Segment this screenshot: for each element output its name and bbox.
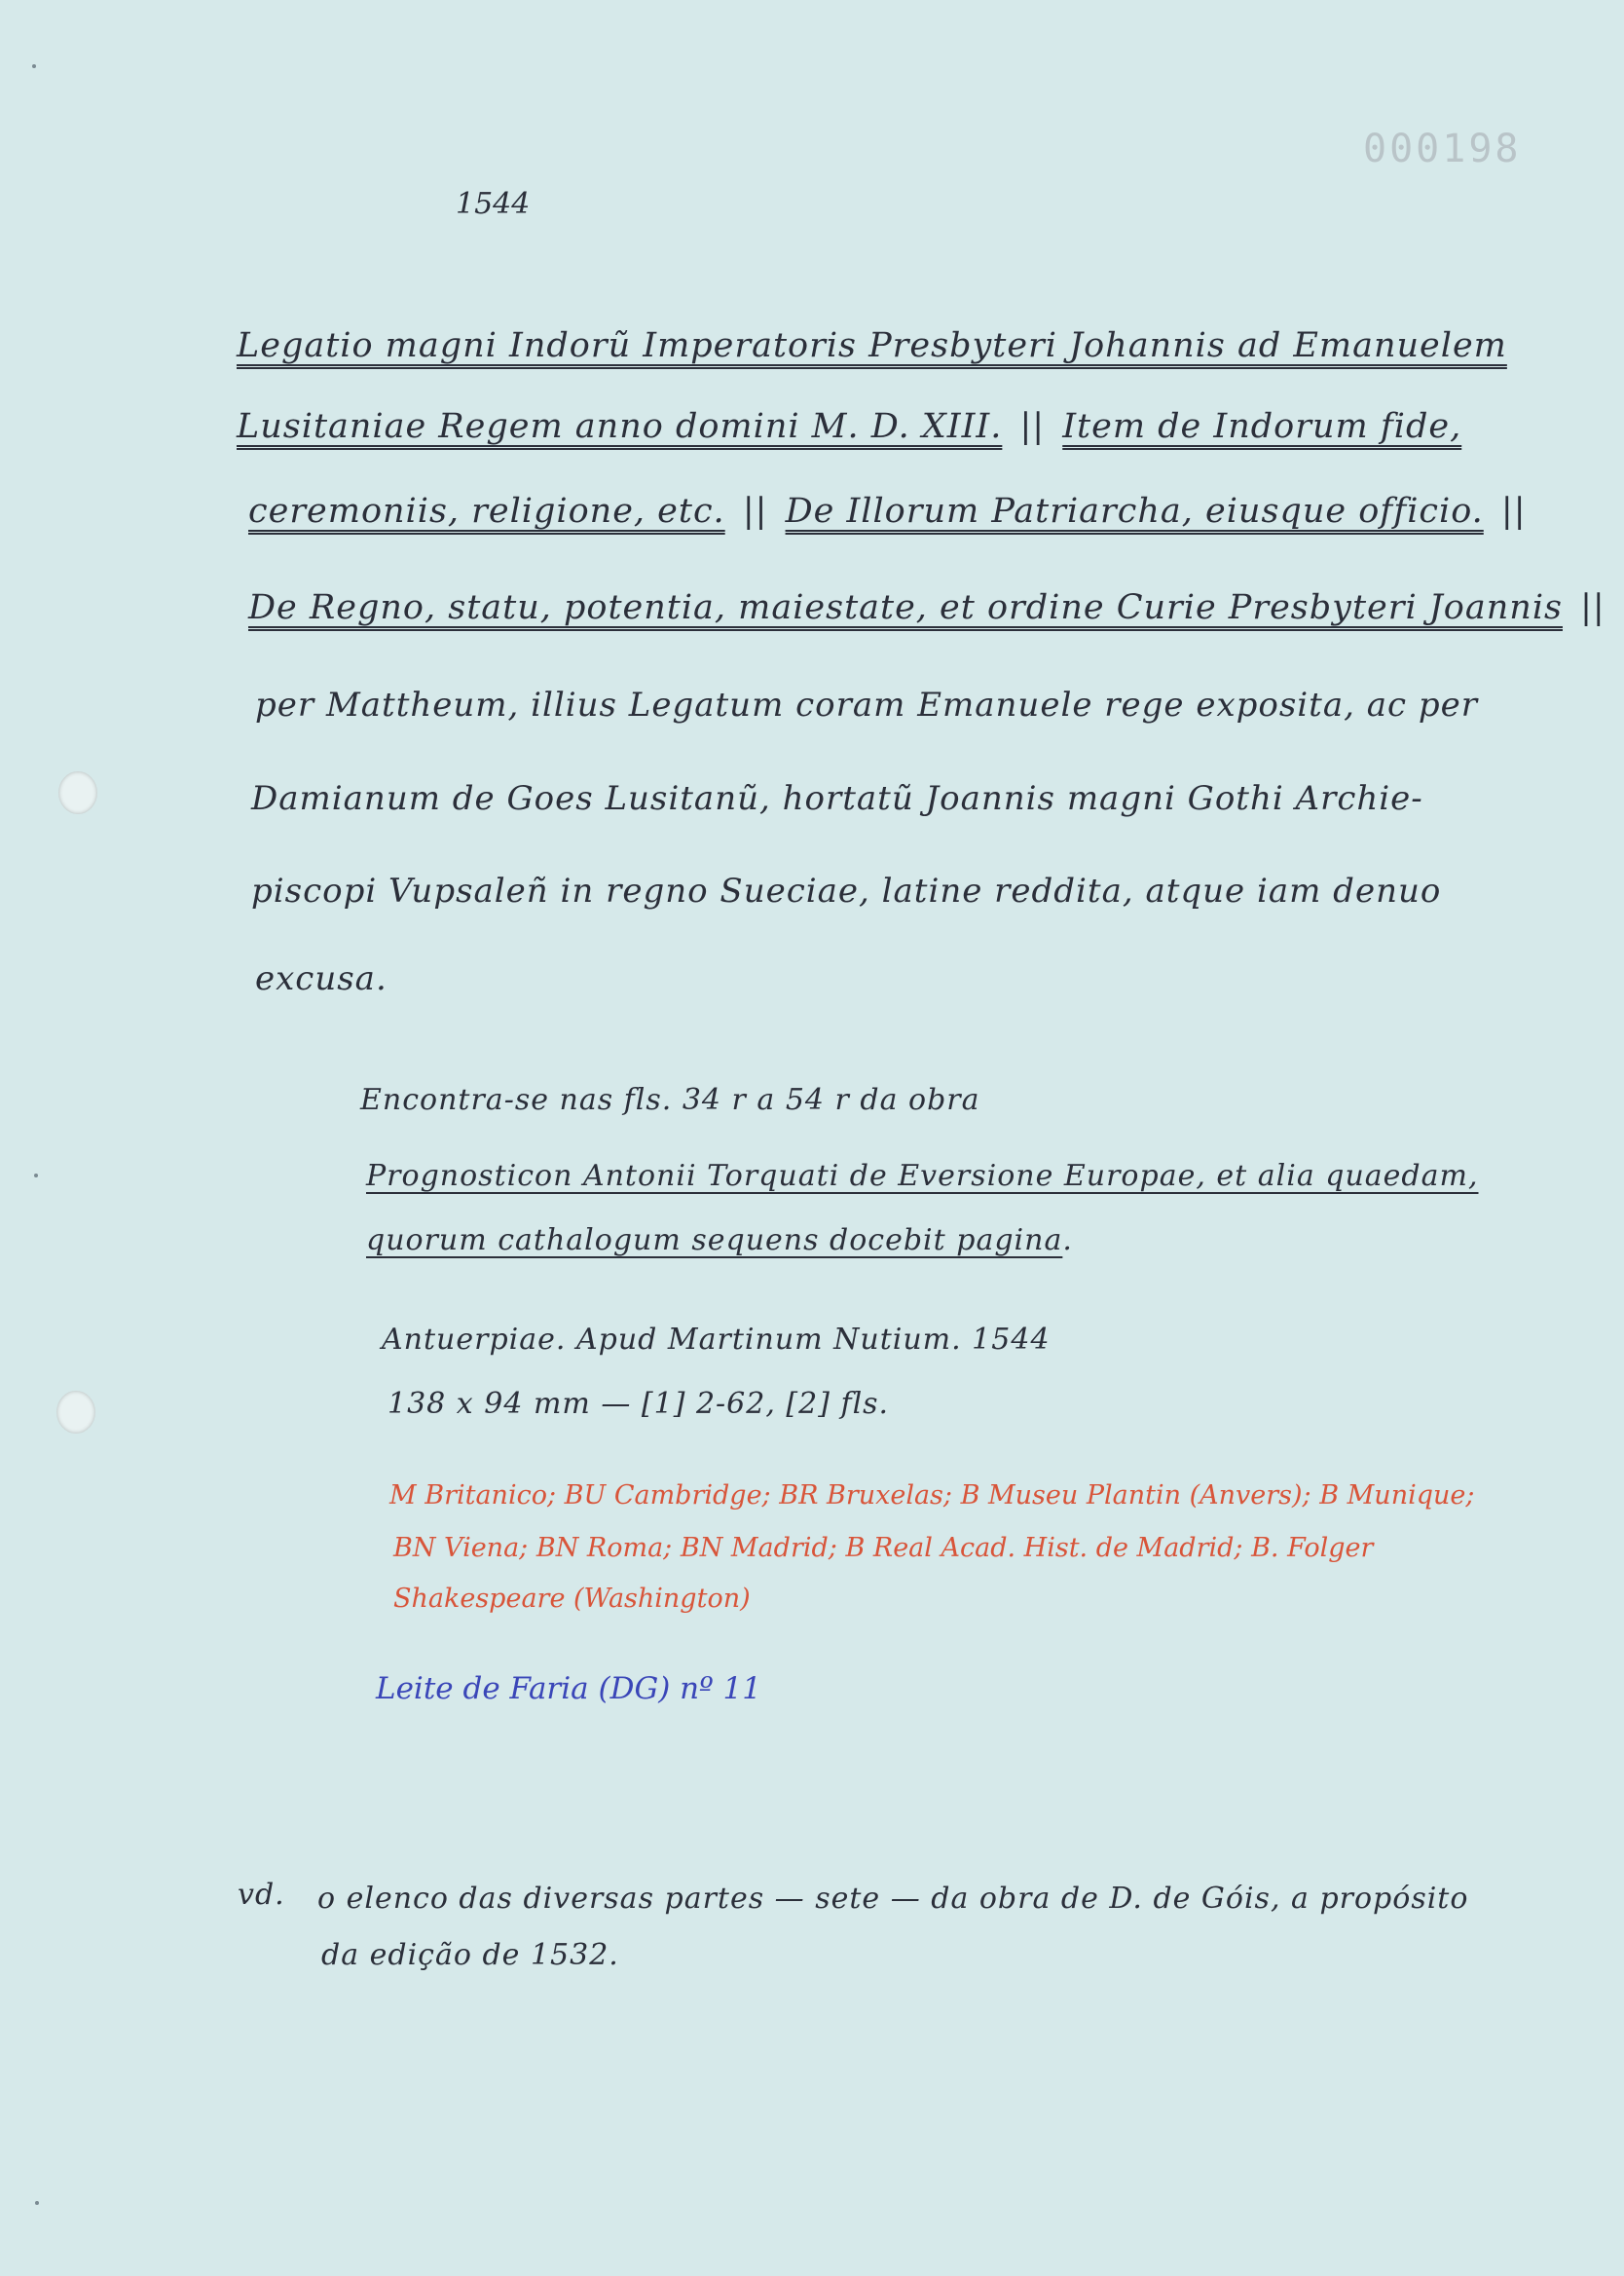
- see-also-line-2: da edição de 1532.: [321, 1938, 619, 1972]
- body-line-4: excusa.: [255, 959, 388, 998]
- libraries-line-3: Shakespeare (Washington): [393, 1584, 751, 1614]
- see-also-line-1: o elenco das diversas partes — sete — da obra de D. de Góis, a propósito: [317, 1882, 1469, 1916]
- paper-speck: [32, 64, 36, 68]
- punch-hole: [58, 771, 97, 814]
- body-line-3: piscopi Vupsaleñ in regno Sueciae, latine reddita, atque iam denuo: [251, 872, 1442, 911]
- separator: ||: [742, 492, 768, 531]
- title-line-1: [237, 326, 1507, 365]
- work-title-text: quorum cathalogum sequens docebit pagina: [366, 1223, 1063, 1257]
- title-text: Item de Indorum fide,: [1062, 407, 1462, 446]
- separator: ||: [1019, 407, 1046, 446]
- work-title-text: Prognosticon Antonii Torquati de Eversione Europae, et alia quaedam,: [366, 1159, 1479, 1193]
- libraries-line-2: BN Viena; BN Roma; BN Madrid; B Real Acad. Hist. de Madrid; B. Folger: [393, 1533, 1374, 1563]
- title-line-3: [248, 492, 1532, 531]
- work-title-line-1: [366, 1159, 1479, 1193]
- body-line-2: Damianum de Goes Lusitanũ, hortatũ Joannis magni Gothi Archie-: [251, 779, 1423, 818]
- paper-speck: [34, 1174, 38, 1177]
- body-line-1: per Mattheum, illius Legatum coram Emanuele rege exposita, ac per: [255, 686, 1478, 725]
- title-text: ceremoniis, religione, etc.: [248, 492, 725, 531]
- libraries-line-1: M Britanico; BU Cambridge; BR Bruxelas; B Museu Plantin (Anvers); B Munique;: [389, 1480, 1475, 1511]
- title-line-4: [248, 588, 1611, 627]
- year-heading: 1544: [456, 187, 531, 221]
- archive-number-stamp: 000198: [1363, 127, 1522, 171]
- work-title-line-2: [366, 1223, 1073, 1257]
- period: .: [1062, 1223, 1073, 1257]
- punch-hole: [56, 1391, 95, 1434]
- title-text: De Regno, statu, potentia, maiestate, et ordine Curie Presbyteri Joannis: [248, 588, 1563, 627]
- separator: ||: [1500, 492, 1527, 531]
- paper-speck: [35, 2201, 39, 2205]
- title-text: Legatio magni Indorũ Imperatoris Presbyteri Johannis ad Emanuelem: [237, 326, 1507, 365]
- title-text: De Illorum Patriarcha, eiusque officio.: [785, 492, 1484, 531]
- title-line-2: [237, 407, 1461, 446]
- separator: ||: [1580, 588, 1606, 627]
- imprint: Antuerpiae. Apud Martinum Nutium. 1544: [382, 1323, 1051, 1357]
- bibliographic-reference: Leite de Faria (DG) nº 11: [376, 1671, 762, 1706]
- see-also-label: vd.: [238, 1878, 285, 1912]
- found-in-note: Encontra-se nas fls. 34 r a 54 r da obra: [360, 1083, 980, 1117]
- collation: 138 x 94 mm — [1] 2-62, [2] fls.: [388, 1387, 890, 1421]
- title-text: Lusitaniae Regem anno domini M. D. XIII.: [237, 407, 1003, 446]
